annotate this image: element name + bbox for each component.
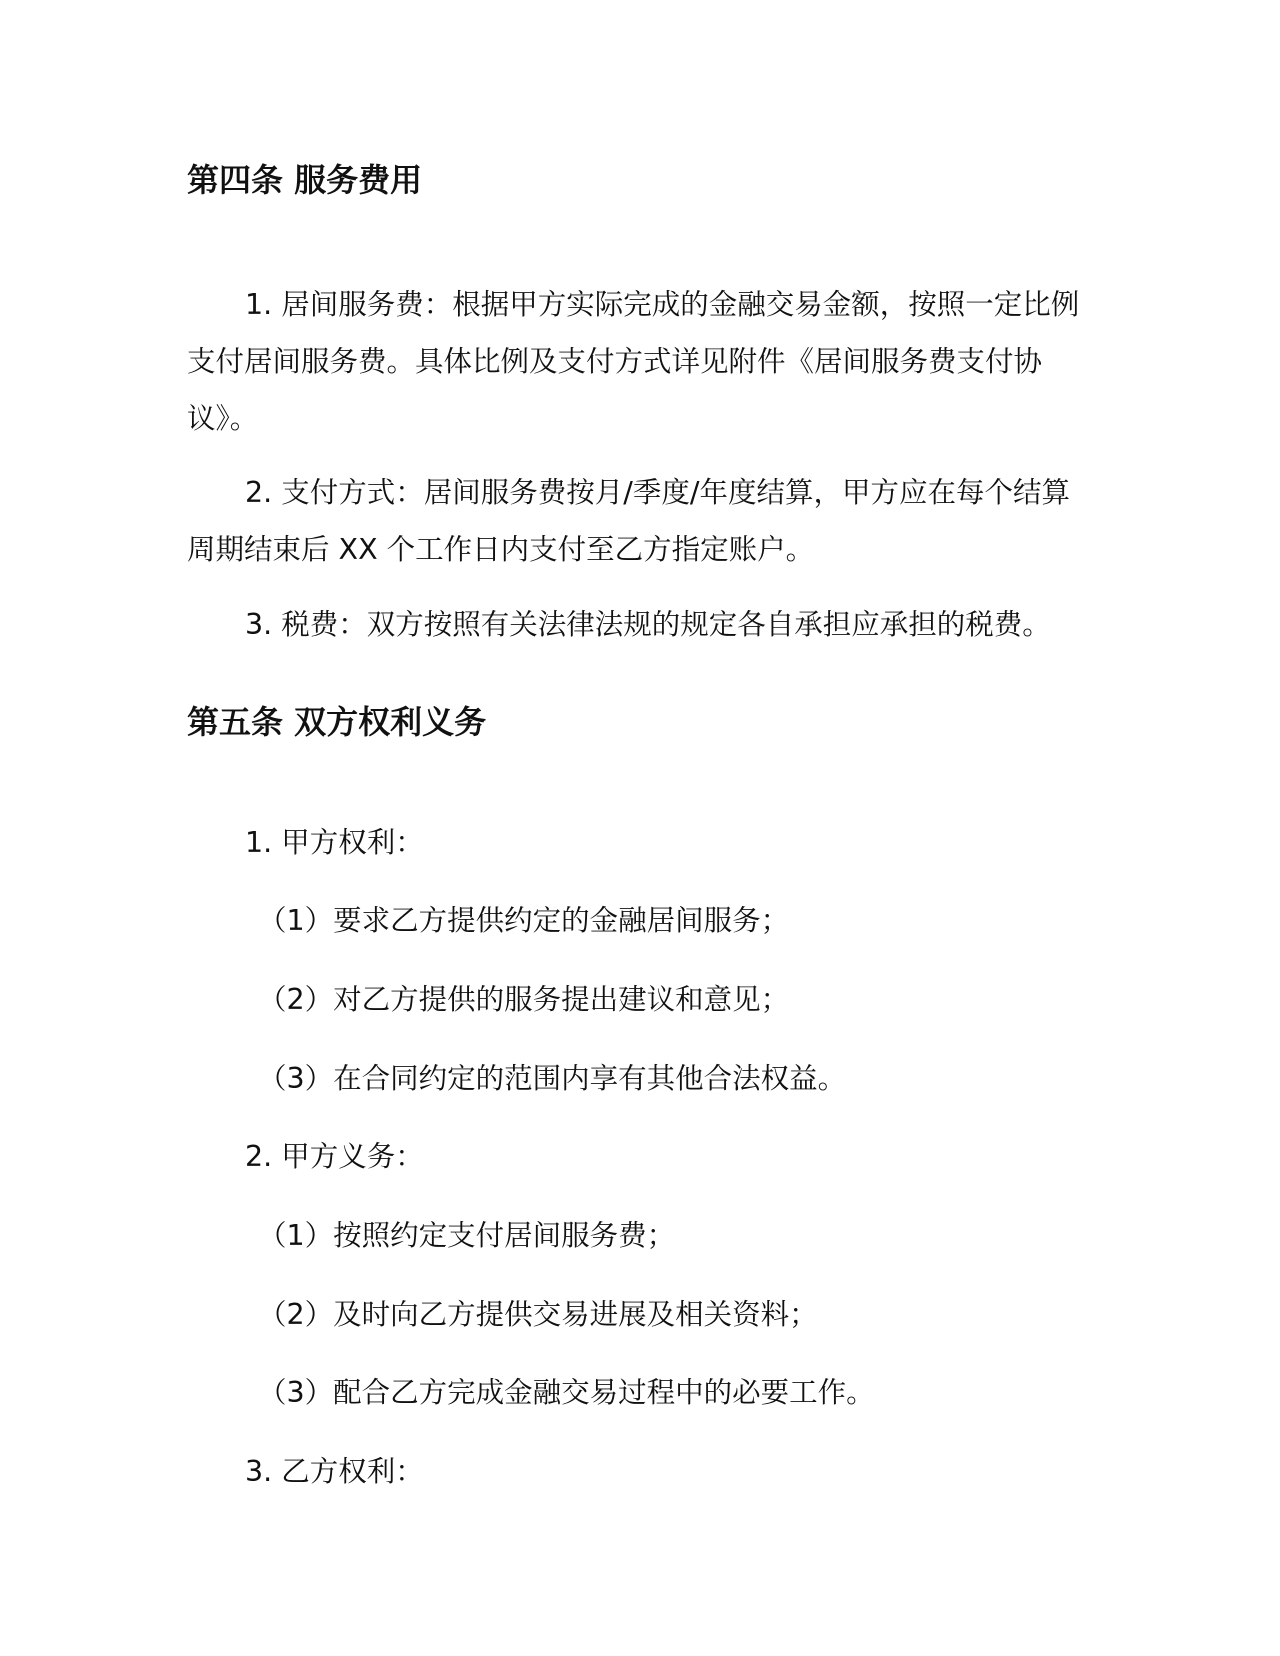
article-4-clause-2: 2. 支付方式：居间服务费按月/季度/年度结算，甲方应在每个结算周期结束后 XX 个工作日内支付至乙方指定账户。	[187, 476, 1070, 566]
party-a-obligations-item-1: （1）按照约定支付居间服务费；	[258, 1219, 676, 1252]
party-b-rights-label: 3. 乙方权利：	[245, 1455, 424, 1488]
party-a-rights-item-2: （2）对乙方提供的服务提出建议和意见；	[258, 983, 790, 1016]
article-4-clause-3: 3. 税费：双方按照有关法律法规的规定各自承担应承担的税费。	[245, 608, 1051, 641]
article-4-clause-1: 1. 居间服务费：根据甲方实际完成的金融交易金额，按照一定比例支付居间服务费。具体比例及支付方式详见附件《居间服务费支付协议》。	[187, 288, 1080, 435]
party-a-obligations-item-2: （2）及时向乙方提供交易进展及相关资料；	[258, 1298, 818, 1331]
article-4-heading: 第四条 服务费用	[187, 161, 423, 199]
party-a-rights-item-3: （3）在合同约定的范围内享有其他合法权益。	[258, 1062, 847, 1095]
party-a-obligations-label: 2. 甲方义务：	[245, 1140, 424, 1173]
party-a-obligations-item-3: （3）配合乙方完成金融交易过程中的必要工作。	[258, 1376, 875, 1409]
article-5-heading: 第五条 双方权利义务	[187, 703, 487, 741]
party-a-rights-item-1: （1）要求乙方提供约定的金融居间服务；	[258, 904, 790, 937]
party-a-rights-label: 1. 甲方权利：	[245, 826, 424, 859]
